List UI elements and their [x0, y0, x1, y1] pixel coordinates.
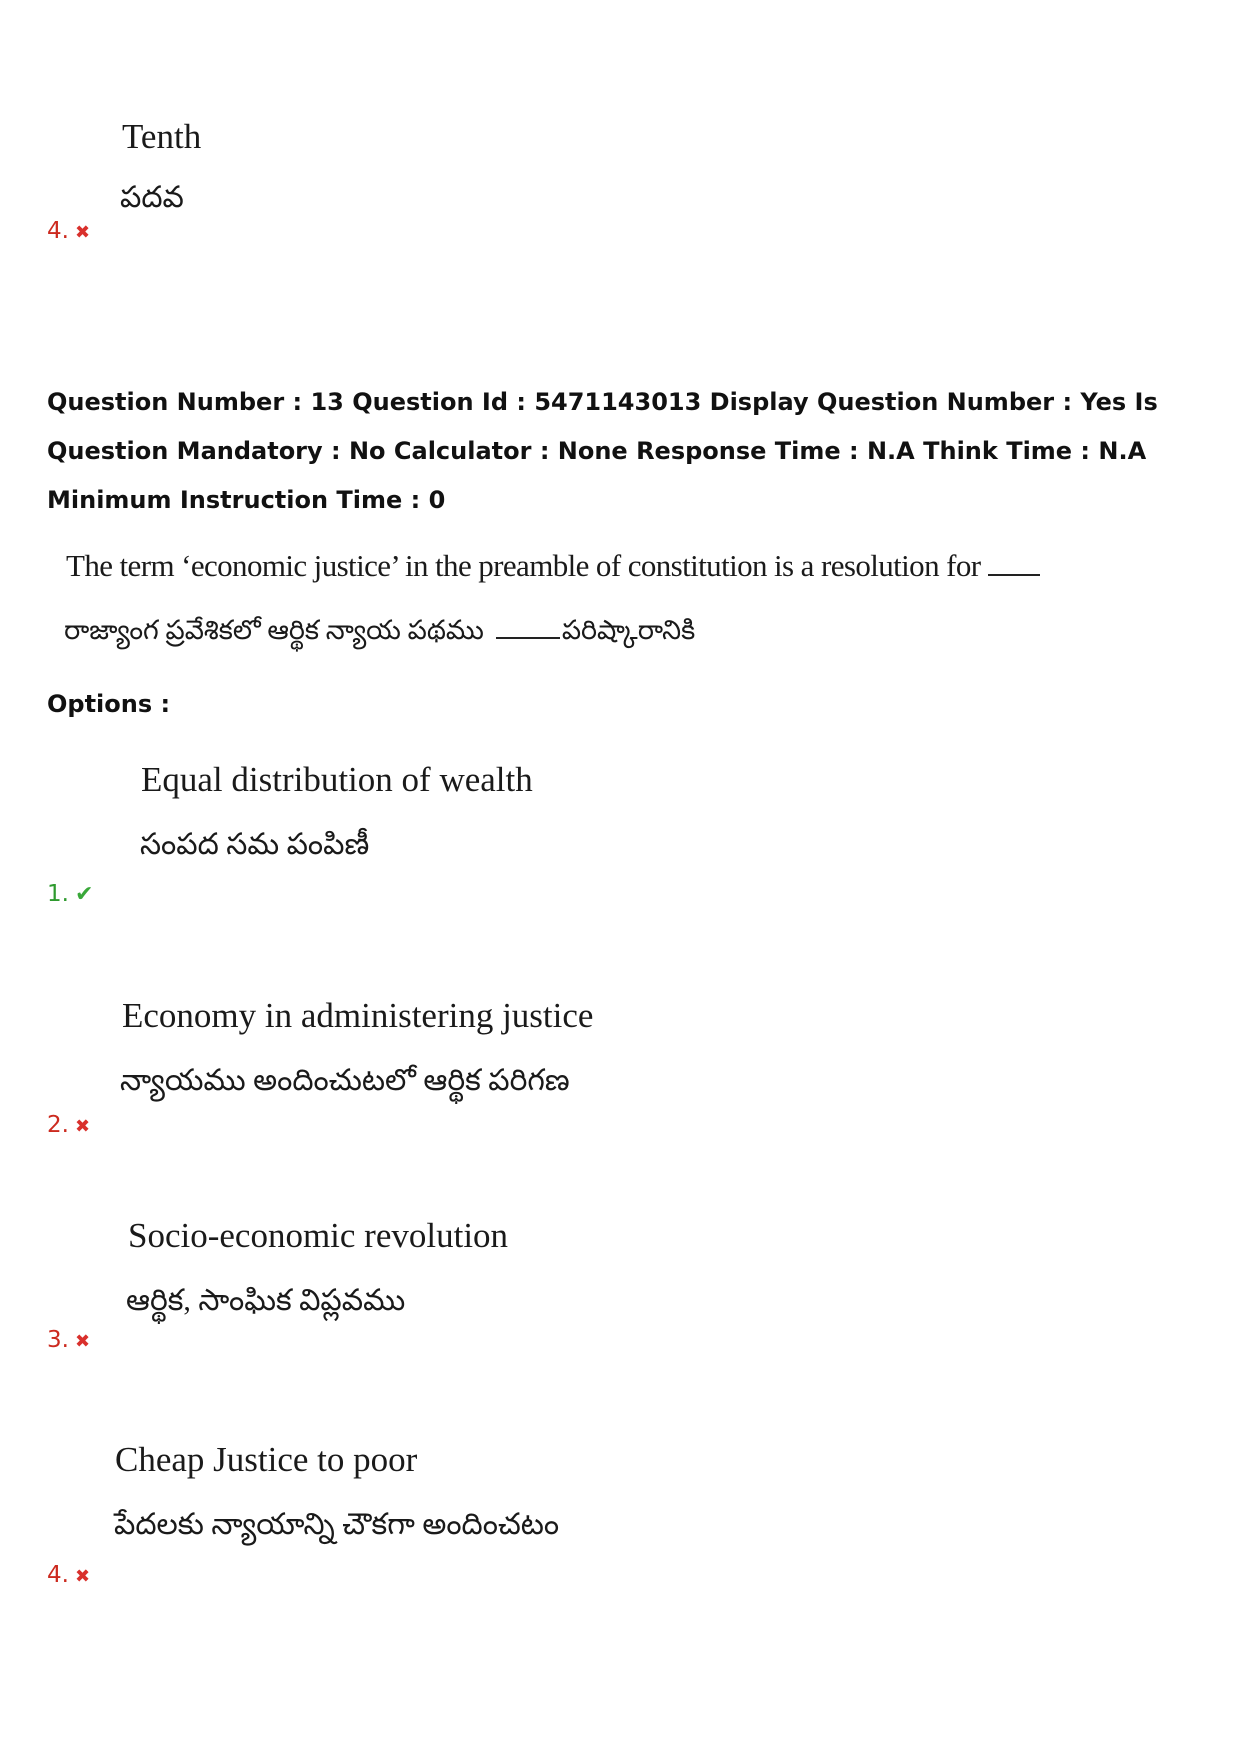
question-english [66, 548, 1040, 584]
prev-option-english: Tenth [122, 117, 202, 156]
option-3-telugu: ఆర్థిక, సాంఘిక విప్లవము [126, 1284, 406, 1317]
question-telugu-after: పరిష్కారానికి [561, 615, 696, 645]
prev-option-number: 4. [47, 218, 69, 244]
option-4-marker [47, 1561, 90, 1591]
option-1-number: 1. [47, 881, 69, 907]
correct-check-icon: ✔ [74, 882, 94, 907]
wrong-cross-icon: ✖ [74, 1116, 91, 1137]
prev-option-marker [47, 217, 90, 247]
option-4-english: Cheap Justice to poor [115, 1440, 418, 1479]
telugu-answer-blank [496, 615, 560, 639]
option-3-marker [47, 1326, 90, 1356]
wrong-cross-icon: ✖ [74, 1566, 91, 1587]
option-3-english: Socio-economic revolution [128, 1216, 509, 1255]
prev-option-telugu: పదవ [120, 181, 184, 214]
wrong-cross-icon: ✖ [74, 1331, 91, 1352]
option-2-marker [47, 1111, 90, 1141]
question-telugu-before: రాజ్యాంగ ప్రవేశికలో ఆర్థిక న్యాయ పథము [64, 615, 484, 645]
option-4-number: 4. [47, 1562, 69, 1588]
option-3-number: 3. [47, 1327, 69, 1353]
option-1-english: Equal distribution of wealth [141, 760, 533, 799]
wrong-cross-icon: ✖ [74, 222, 91, 243]
option-4-telugu: పేదలకు న్యాయాన్ని చౌకగా అందించటం [114, 1508, 560, 1541]
option-2-telugu: న్యాయము అందించుటలో ఆర్థిక పరిగణ [120, 1064, 570, 1097]
question-english-text: The term ‘economic justice’ in the preamble of constitution is a resolution for [66, 548, 981, 583]
option-1-telugu: సంపద సమ పంపిణీ [140, 828, 370, 861]
answer-blank [988, 550, 1040, 576]
question-telugu [64, 612, 695, 648]
question-meta: Question Number : 13 Question Id : 5471143013 Display Question Number : Yes Is Question Mandatory : No Calculator : None Response Time : N.A Think Time : N.A Minimum Instruction Time : 0 [47, 388, 1158, 514]
option-2-english: Economy in administering justice [122, 996, 594, 1035]
options-label: Options : [47, 690, 171, 718]
option-1-marker [47, 880, 93, 909]
option-2-number: 2. [47, 1112, 69, 1138]
